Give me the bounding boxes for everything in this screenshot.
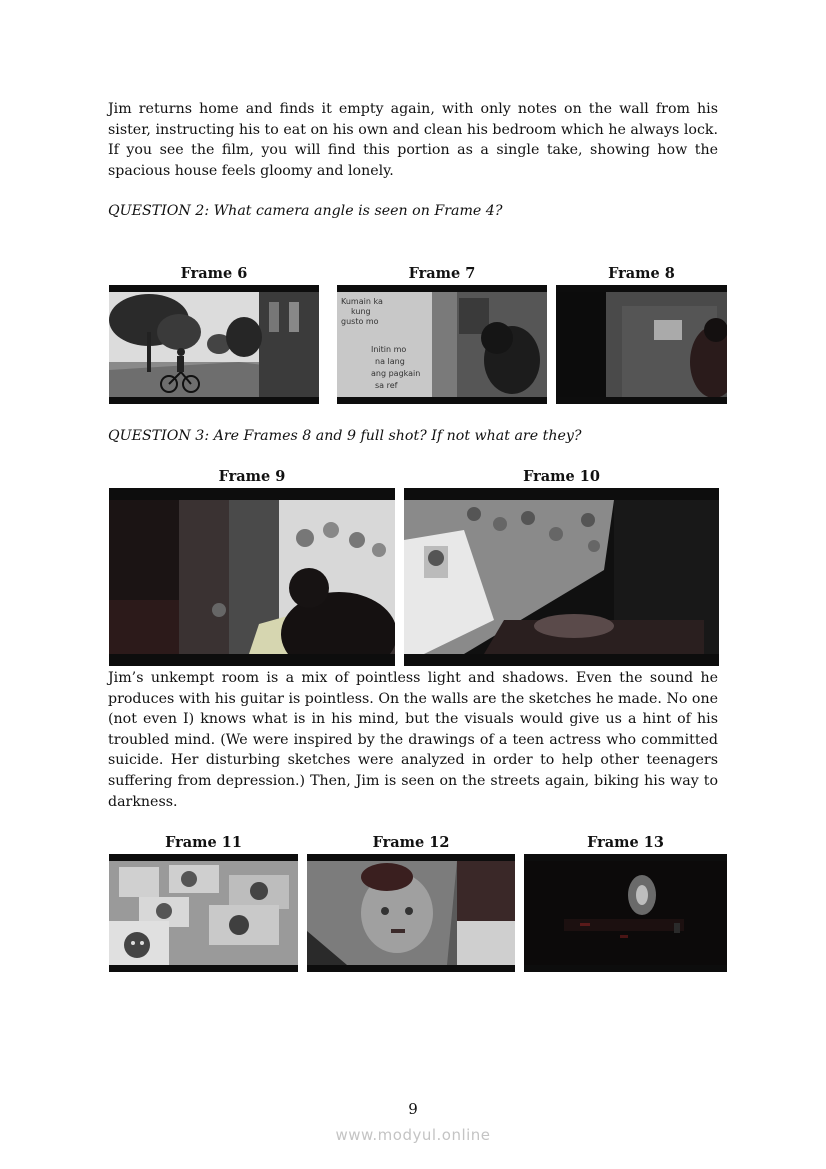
frame-6-label: Frame 6 bbox=[180, 265, 248, 282]
frame-8-label: Frame 8 bbox=[608, 265, 675, 282]
frame-9-label: Frame 9 bbox=[218, 468, 286, 485]
frame-9-image bbox=[109, 488, 395, 666]
frame-12-image bbox=[307, 854, 515, 972]
frame-7-image bbox=[337, 285, 547, 404]
frame-11-label: Frame 11 bbox=[165, 834, 242, 851]
frame-6-image bbox=[109, 285, 319, 404]
question-3: QUESTION 3: Are Frames 8 and 9 full shot? If not what are they? bbox=[108, 428, 582, 444]
upside-down-face-scene bbox=[307, 861, 515, 965]
floor-sketches-scene bbox=[109, 861, 298, 965]
sketch-wall-scene bbox=[404, 500, 719, 654]
page-number: 9 bbox=[408, 1100, 418, 1118]
frame-13-image bbox=[524, 854, 727, 972]
wall-notes-scene bbox=[337, 292, 547, 397]
frame-13-label: Frame 13 bbox=[587, 834, 664, 851]
question-2: QUESTION 2: What camera angle is seen on Frame 4? bbox=[108, 203, 503, 219]
night-street-scene bbox=[524, 861, 727, 965]
frame-11-image bbox=[109, 854, 298, 972]
note-text: Kumain ka kung gusto mo Initin mo na lang ang pagkain sa ref bbox=[341, 297, 421, 390]
frame-10-label: Frame 10 bbox=[523, 468, 600, 485]
street-bike-scene bbox=[109, 292, 319, 397]
watermark: www.modyul.online bbox=[335, 1126, 491, 1144]
frame-8-image bbox=[556, 285, 727, 404]
frame-12-label: Frame 12 bbox=[372, 834, 450, 851]
dark-doorway-scene bbox=[556, 292, 727, 397]
frame-7-label: Frame 7 bbox=[408, 265, 476, 282]
paragraph-jim-returns-home: Jim returns home and finds it empty again, with only notes on the wall from his sister, instructing his to eat on his own and clean his bedroom which he always lock. If you see the film, you will find this portion as a single take, showing how the spacious house feels gloomy and lonely. bbox=[108, 101, 718, 179]
frame-10-image bbox=[404, 488, 719, 666]
paragraph-unkempt-room: Jim’s unkempt room is a mix of pointless light and shadows. Even the sound he produces with his guitar is pointless. On the walls are the sketches he made. No one (not even I) knows what is in his mind, but the visuals would give us a hint of his troubled mind. (We were inspired by the drawings of a teen actress who committed suicide. Her disturbing sketches were analyzed in order to help other teenagers suffering from depression.) Then, Jim is seen on the streets again, biking his way to darkness. bbox=[108, 670, 718, 810]
room-silhouette-scene bbox=[109, 500, 395, 654]
